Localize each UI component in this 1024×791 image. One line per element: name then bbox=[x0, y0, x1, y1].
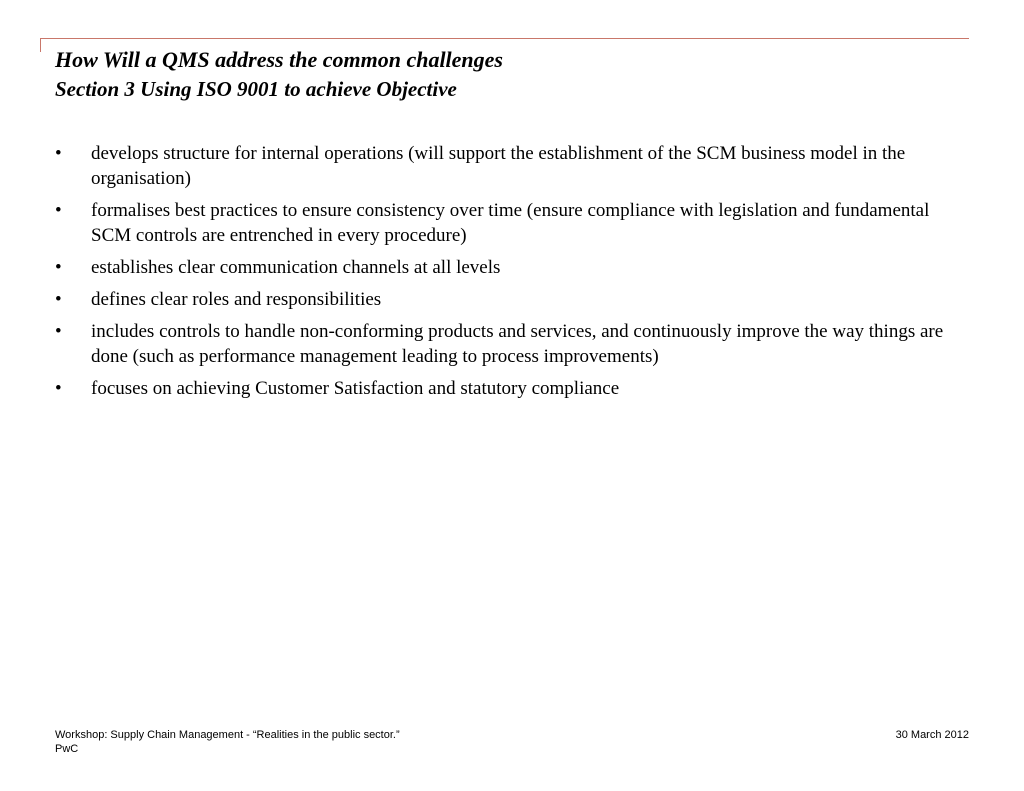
bullet-item bbox=[55, 287, 960, 312]
bullet-text: establishes clear communication channels at all levels bbox=[91, 257, 501, 278]
bullet-item bbox=[55, 141, 960, 191]
footer-workshop: Workshop: Supply Chain Management - “Realities in the public sector.” bbox=[55, 729, 400, 741]
header-rule bbox=[40, 38, 969, 39]
bullet-icon: • bbox=[55, 378, 62, 399]
bullet-item bbox=[55, 255, 960, 280]
bullet-list bbox=[55, 141, 960, 408]
footer-date: 30 March 2012 bbox=[895, 729, 969, 741]
header-corner-tick bbox=[40, 38, 41, 52]
bullet-item bbox=[55, 376, 960, 401]
bullet-text: develops structure for internal operations (will support the establishment of the SCM business model in the organisation) bbox=[91, 143, 906, 189]
footer-left bbox=[55, 728, 400, 756]
slide-subtitle: Section 3 Using ISO 9001 to achieve Objective bbox=[55, 77, 457, 101]
slide-title: How Will a QMS address the common challenges bbox=[55, 47, 503, 72]
bullet-text: defines clear roles and responsibilities bbox=[91, 289, 382, 310]
bullet-icon: • bbox=[55, 321, 62, 342]
bullet-item bbox=[55, 319, 960, 369]
bullet-item bbox=[55, 198, 960, 248]
bullet-icon: • bbox=[55, 143, 62, 164]
bullet-icon: • bbox=[55, 289, 62, 310]
bullet-icon: • bbox=[55, 257, 62, 278]
bullet-text: includes controls to handle non-conforming products and services, and continuously improve the way things are done (such as performance management leading to process improvements) bbox=[91, 321, 944, 367]
bullet-text: formalises best practices to ensure consistency over time (ensure compliance with legislation and fundamental SCM controls are entrenched in every procedure) bbox=[91, 200, 930, 246]
bullet-icon: • bbox=[55, 200, 62, 221]
bullet-text: focuses on achieving Customer Satisfaction and statutory compliance bbox=[91, 378, 620, 399]
footer-company: PwC bbox=[55, 743, 79, 755]
